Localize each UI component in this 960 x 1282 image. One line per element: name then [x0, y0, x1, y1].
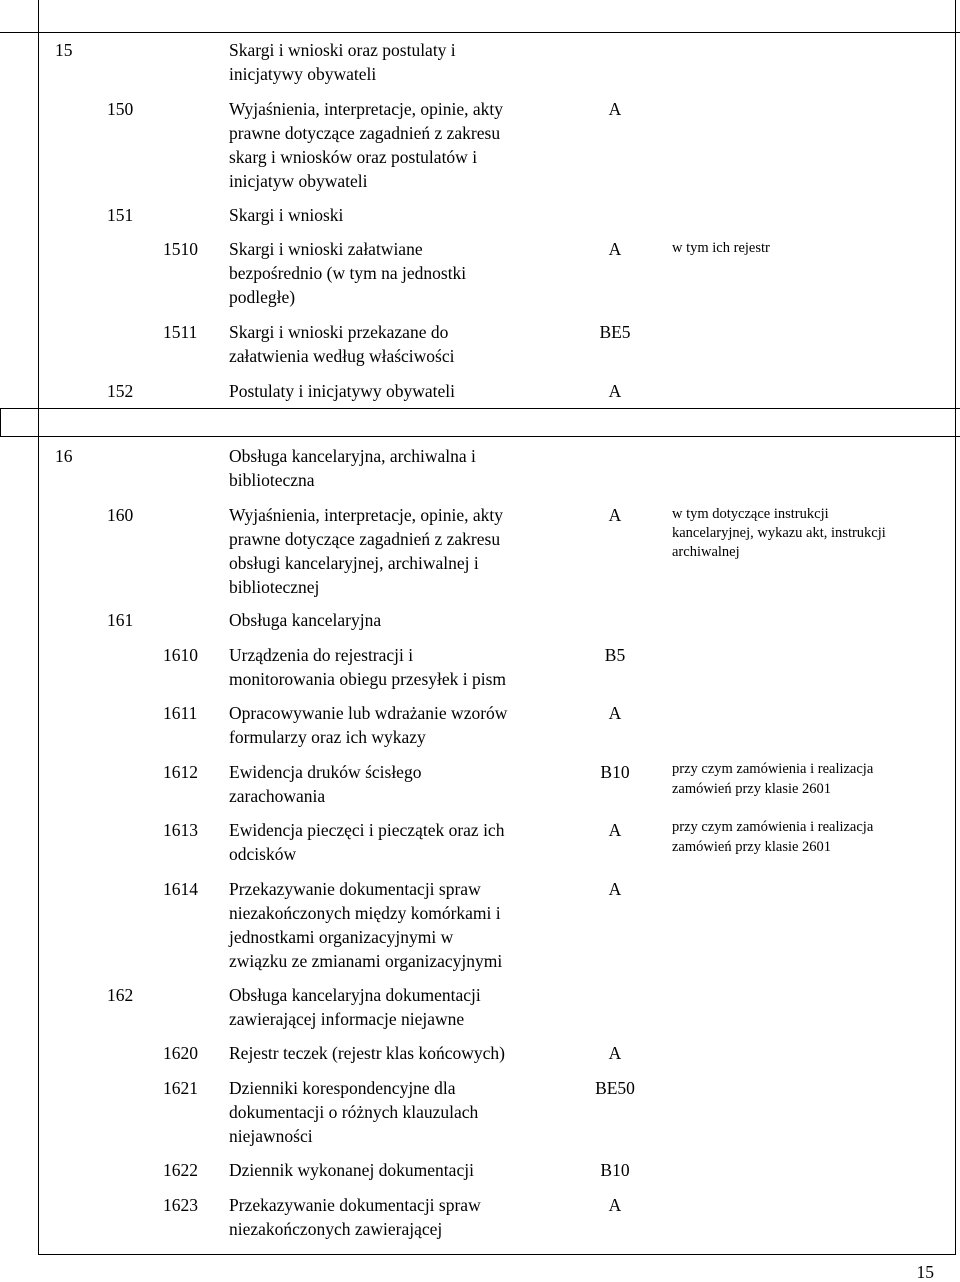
row-title-line: inicjatywy obywateli [229, 64, 377, 84]
row-title-line: bezpośrednio (w tym na jednostki [229, 263, 467, 283]
previous-table-bottom [0, 0, 960, 33]
row-code: 1623 [163, 1195, 198, 1215]
row-title-line: Wyjaśnienia, interpretacje, opinie, akty [229, 505, 503, 525]
row-note: przy czym zamówienia i realizacja [672, 761, 874, 777]
row-code: 160 [107, 505, 134, 525]
row-code: 1614 [163, 879, 198, 899]
row-code: 150 [107, 99, 134, 119]
row-title-line: zawierającej informacje niejawne [229, 1009, 465, 1029]
archive-category: B10 [600, 1160, 630, 1180]
row-title-line: Ewidencja pieczęci i pieczątek oraz ich [229, 820, 505, 840]
row-code: 1510 [163, 239, 198, 259]
archive-category: A [608, 1043, 622, 1063]
archive-category: A [608, 879, 622, 899]
row-code: 1613 [163, 820, 198, 840]
row-code: 161 [107, 610, 134, 630]
row-title-line: Opracowywanie lub wdrażanie wzorów [229, 703, 508, 723]
row-title-line: zarachowania [229, 786, 326, 806]
row-note: zamówień przy klasie 2601 [672, 839, 832, 855]
archive-category: A [608, 703, 622, 723]
row-title-line: Obsługa kancelaryjna dokumentacji [229, 985, 481, 1005]
archive-category: A [608, 99, 622, 119]
row-note: przy czym zamówienia i realizacja [672, 819, 874, 835]
row-title-line: Urządzenia do rejestracji i [229, 645, 414, 665]
row-title-line: Przekazywanie dokumentacji spraw [229, 879, 481, 899]
group-separator-top [0, 408, 960, 409]
row-title-line: związku ze zmianami organizacyjnymi [229, 951, 503, 971]
row-code: 1511 [163, 322, 198, 342]
divider [38, 0, 39, 33]
row-title-line: prawne dotyczące zagadnień z zakresu [229, 123, 501, 143]
divider [0, 408, 1, 436]
row-title-line: załatwienia według właściwości [229, 346, 455, 366]
row-title-line: niezakończonych zawierającej [229, 1219, 443, 1239]
row-title-line: Skargi i wnioski załatwiane [229, 239, 423, 259]
group-separator-bottom [0, 436, 960, 437]
archive-category: A [608, 239, 622, 259]
archive-category: A [608, 820, 622, 840]
row-title-line: Ewidencja druków ścisłego [229, 762, 422, 782]
page-number: 15 [916, 1262, 934, 1282]
row-code: 16 [55, 446, 73, 466]
row-title-line: monitorowania obiegu przesyłek i pism [229, 669, 507, 689]
row-code: 1612 [163, 762, 198, 782]
row-title-line: Wyjaśnienia, interpretacje, opinie, akty [229, 99, 503, 119]
row-title-line: Rejestr teczek (rejestr klas końcowych) [229, 1043, 505, 1063]
row-note: w tym dotyczące instrukcji [672, 506, 829, 522]
archive-category: A [608, 381, 622, 401]
archive-category: BE5 [599, 322, 631, 342]
row-code: 1611 [163, 703, 198, 723]
row-title-line: obsługi kancelaryjnej, archiwalnej i [229, 553, 479, 573]
divider [955, 408, 956, 436]
row-title-line: Postulaty i inicjatywy obywateli [229, 381, 456, 401]
row-code: 162 [107, 985, 134, 1005]
row-code: 1620 [163, 1043, 198, 1063]
row-title-line: odcisków [229, 844, 297, 864]
row-code: 151 [107, 205, 134, 225]
row-code: 1610 [163, 645, 198, 665]
row-title-line: bibliotecznej [229, 577, 320, 597]
archive-category: A [608, 505, 622, 525]
row-title-line: Skargi i wnioski przekazane do [229, 322, 449, 342]
divider [955, 0, 956, 33]
row-title-line: Przekazywanie dokumentacji spraw [229, 1195, 481, 1215]
archive-category: B5 [604, 645, 626, 665]
row-title-line: biblioteczna [229, 470, 315, 490]
row-code: 152 [107, 381, 134, 401]
row-note: archiwalnej [672, 544, 740, 560]
row-note: kancelaryjnej, wykazu akt, instrukcji [672, 525, 886, 541]
row-code: 1622 [163, 1160, 198, 1180]
archive-category: A [608, 1195, 622, 1215]
row-code: 1621 [163, 1078, 198, 1098]
row-title-line: Dziennik wykonanej dokumentacji [229, 1160, 474, 1180]
row-title-line: Skargi i wnioski [229, 205, 344, 225]
archive-category: B10 [600, 762, 630, 782]
row-title-line: inicjatyw obywateli [229, 171, 368, 191]
row-title-line: Dzienniki korespondencyjne dla [229, 1078, 456, 1098]
row-note: zamówień przy klasie 2601 [672, 781, 832, 797]
row-note: w tym ich rejestr [672, 240, 770, 256]
row-code: 15 [55, 40, 73, 60]
row-title-line: Skargi i wnioski oraz postulaty i [229, 40, 456, 60]
row-title-line: niejawności [229, 1126, 313, 1146]
row-title-line: prawne dotyczące zagadnień z zakresu [229, 529, 501, 549]
row-title-line: Obsługa kancelaryjna, archiwalna i [229, 446, 476, 466]
row-title-line: skarg i wniosków oraz postulatów i [229, 147, 478, 167]
row-title-line: jednostkami organizacyjnymi w [229, 927, 454, 947]
row-title-line: dokumentacji o różnych klauzulach [229, 1102, 479, 1122]
row-title-line: podległe) [229, 287, 296, 307]
row-title-line: niezakończonych między komórkami i [229, 903, 501, 923]
archive-category: BE50 [595, 1078, 635, 1098]
row-title-line: Obsługa kancelaryjna [229, 610, 382, 630]
row-title-line: formularzy oraz ich wykazy [229, 727, 426, 747]
